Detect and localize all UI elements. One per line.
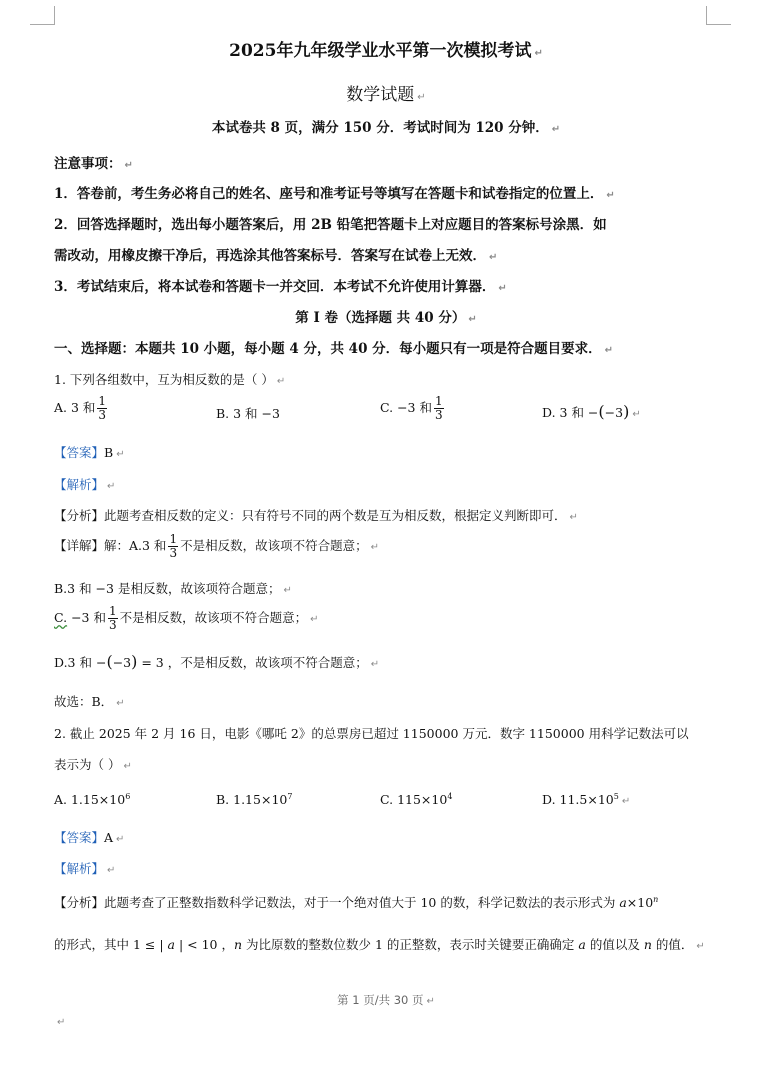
q1-analysis: 【分析】此题考查相反数的定义：只有符号不同的两个数是互为相反数，根据定义判断即可． ↵ xyxy=(54,508,578,523)
paragraph-mark: ↵ xyxy=(57,1017,66,1028)
exam-title: 2025年九年级学业水平第一次模拟考试 ↵ xyxy=(229,41,543,61)
q1-option-b: B. 3 和 −3 xyxy=(216,406,280,421)
q2-option-b: B. $1.15\times 10^7$ xyxy=(216,792,293,808)
fraction-one-third: $\frac{1}{3}$ xyxy=(108,604,117,632)
q1-option-a: A. 3 和 $\frac{1}{3}$ xyxy=(54,394,107,422)
q2-stem-b: 表示为（ ） ↵ xyxy=(54,757,132,772)
q1-stem: 1. 下列各组数中，互为相反数的是（ ） ↵ xyxy=(54,372,286,387)
q1-answer: 【答案】B ↵ xyxy=(54,445,125,460)
q2-stem-a: 2. 截止 2025 年 2 月 16 日，电影《哪吒 2》的总票房已超过 1150000 万元．数字 1150000 用科学记数法可以 xyxy=(54,726,689,741)
section-instructions: 一、选择题：本题共 10 小题，每小题 4 分，共 40 分．每小题只有一项是符合题目要求． ↵ xyxy=(54,341,614,357)
q2-analysis-line-1: 【分析】此题考查了正整数指数科学记数法，对于一个绝对值大于 10 的数，科学记数法的表示形式为 $a\times 10^n$ xyxy=(54,894,659,910)
crop-mark-top-left xyxy=(30,6,55,25)
q2-analysis-line-2: 的形式，其中 1 ≤ | a | < 10 ，n 为比原数的整数位数少 1 的正整数，表示时关键要正确确定 a 的值以及 n 的值． ↵ xyxy=(54,937,705,952)
fraction-one-third: $\frac{1}{3}$ xyxy=(98,394,107,422)
fraction-one-third: $\frac{1}{3}$ xyxy=(434,394,443,422)
q2-option-a: A. $1.15\times 10^6$ xyxy=(54,792,131,808)
exam-info: 本试卷共 8 页，满分 150 分．考试时间为 120 分钟． ↵ xyxy=(211,120,561,136)
q2-answer: 【答案】A ↵ xyxy=(54,830,125,845)
q2-analysis-tag: 【解析】 ↵ xyxy=(54,861,116,876)
note-item-2b: 需改动，用橡皮擦干净后，再选涂其他答案标号．答案写在试卷上无效． ↵ xyxy=(54,248,498,264)
subject-title: 数学试题 ↵ xyxy=(346,85,426,105)
q1-choose: 故选：B． ↵ xyxy=(54,694,125,709)
note-item-1: 1．答卷前，考生务必将自己的姓名、座号和准考证号等填写在答题卡和试卷指定的位置上． ↵ xyxy=(54,186,615,202)
q2-option-c: C. $115\times 10^4$ xyxy=(380,792,453,808)
q1-analysis-tag: 【解析】 ↵ xyxy=(54,477,116,492)
q2-option-d: D. $11.5\times 10^5$ ↵ xyxy=(542,792,631,808)
note-item-2a: 2．回答选择题时，选出每小题答案后，用 2B 铅笔把答题卡上对应题目的答案标号涂黑．如 xyxy=(54,217,607,233)
q1-option-d: D. 3 和 −(−3) ↵ xyxy=(542,402,641,421)
note-item-3: 3．考试结束后，将本试卷和答题卡一并交回．本考试不允许使用计算器． ↵ xyxy=(54,279,507,295)
q1-detail-a: 【详解】解：A.3 和 $\frac{1}{3}$ 不是相反数，故该项不符合题意； ↵ xyxy=(54,532,379,560)
page-footer: 第 1 页/共 30 页 ↵ xyxy=(337,993,435,1007)
notes-heading: 注意事项： ↵ xyxy=(54,156,133,172)
crop-mark-top-right xyxy=(706,6,731,25)
q1-detail-b: B.3 和 −3 是相反数，故该项符合题意； ↵ xyxy=(54,581,292,596)
fraction-one-third: $\frac{1}{3}$ xyxy=(169,532,178,560)
section-title: 第 Ⅰ 卷（选择题 共 40 分） ↵ xyxy=(295,310,477,326)
q1-detail-d: D.3 和 −(−3) = 3 ，不是相反数，故该项不符合题意； ↵ xyxy=(54,652,380,671)
q1-option-c: C. −3 和 $\frac{1}{3}$ xyxy=(380,394,443,422)
q1-detail-c: C. −3 和 $\frac{1}{3}$ 不是相反数，故该项不符合题意； ↵ xyxy=(54,604,319,632)
